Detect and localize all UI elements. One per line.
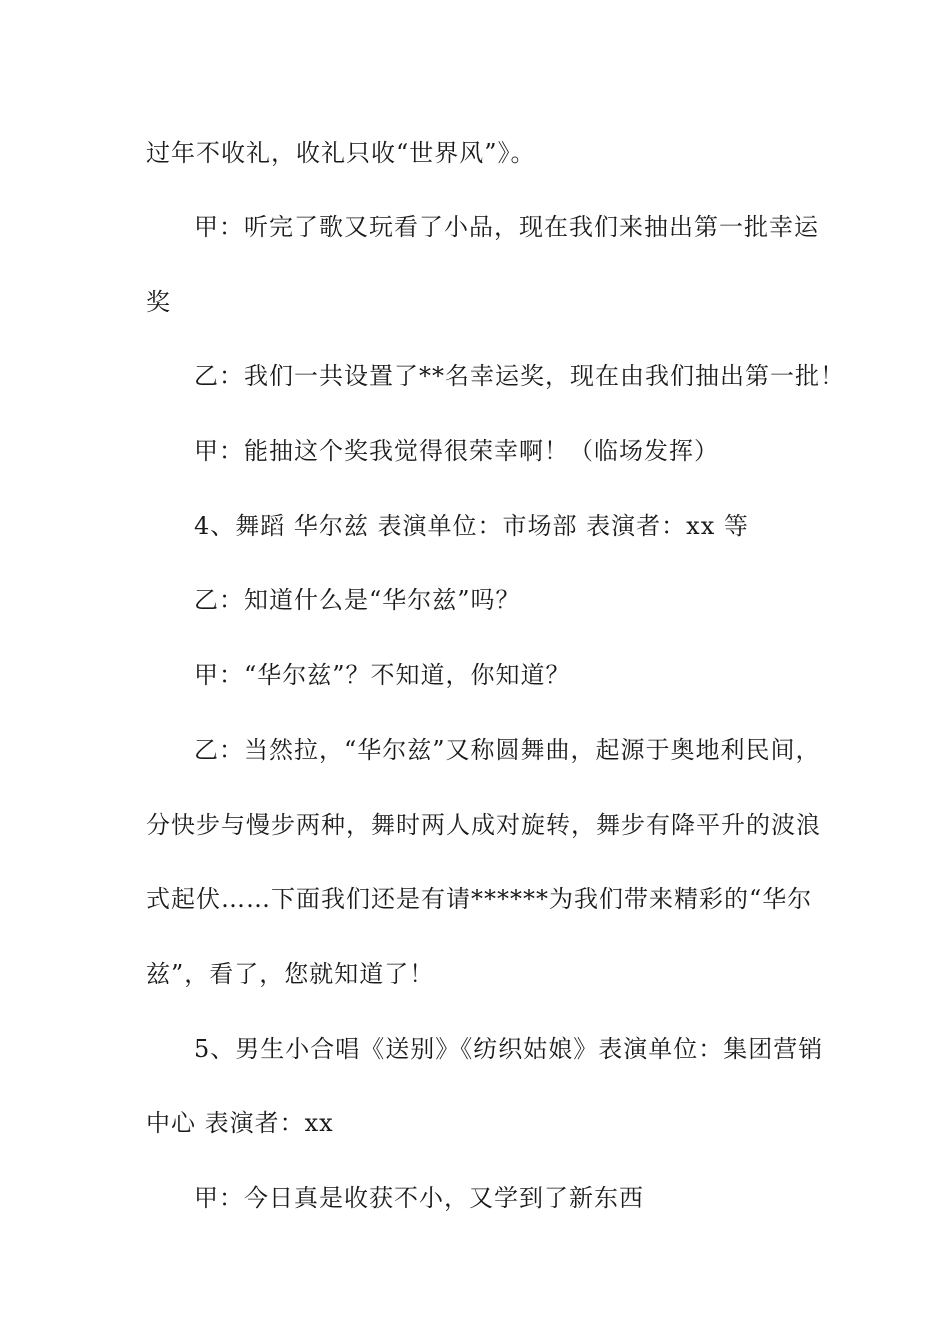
text-line: 甲：能抽这个奖我觉得很荣幸啊！（临场发挥） — [194, 437, 719, 465]
text-line: 奖 — [146, 288, 171, 316]
text-line: 兹”，看了，您就知道了！ — [146, 960, 435, 988]
text-line: 乙：当然拉，“华尔兹”又称圆舞曲，起源于奥地利民间， — [194, 736, 821, 764]
text-line: 4、舞蹈 华尔兹 表演单位：市场部 表演者：xx 等 — [194, 512, 749, 540]
text-line: 甲：“华尔兹”？不知道，你知道？ — [194, 661, 571, 689]
text-line: 分快步与慢步两种，舞时两人成对旋转，舞步有降平升的波浪 — [146, 811, 821, 839]
text-line: 乙：我们一共设置了**名幸运奖，现在由我们抽出第一批！ — [194, 362, 845, 390]
text-line: 5、男生小合唱《送别》《纺织姑娘》表演单位：集团营销 — [194, 1035, 824, 1063]
text-line: 乙：知道什么是“华尔兹”吗？ — [194, 586, 521, 614]
text-line: 甲：听完了歌又玩看了小品，现在我们来抽出第一批幸运 — [194, 213, 819, 241]
text-line: 过年不收礼，收礼只收“世界风”》。 — [146, 139, 536, 167]
text-line: 中心 表演者：xx — [146, 1109, 334, 1137]
text-line: 式起伏……下面我们还是有请******为我们带来精彩的“华尔 — [146, 885, 813, 913]
text-line: 甲：今日真是收获不小，又学到了新东西 — [194, 1184, 644, 1212]
